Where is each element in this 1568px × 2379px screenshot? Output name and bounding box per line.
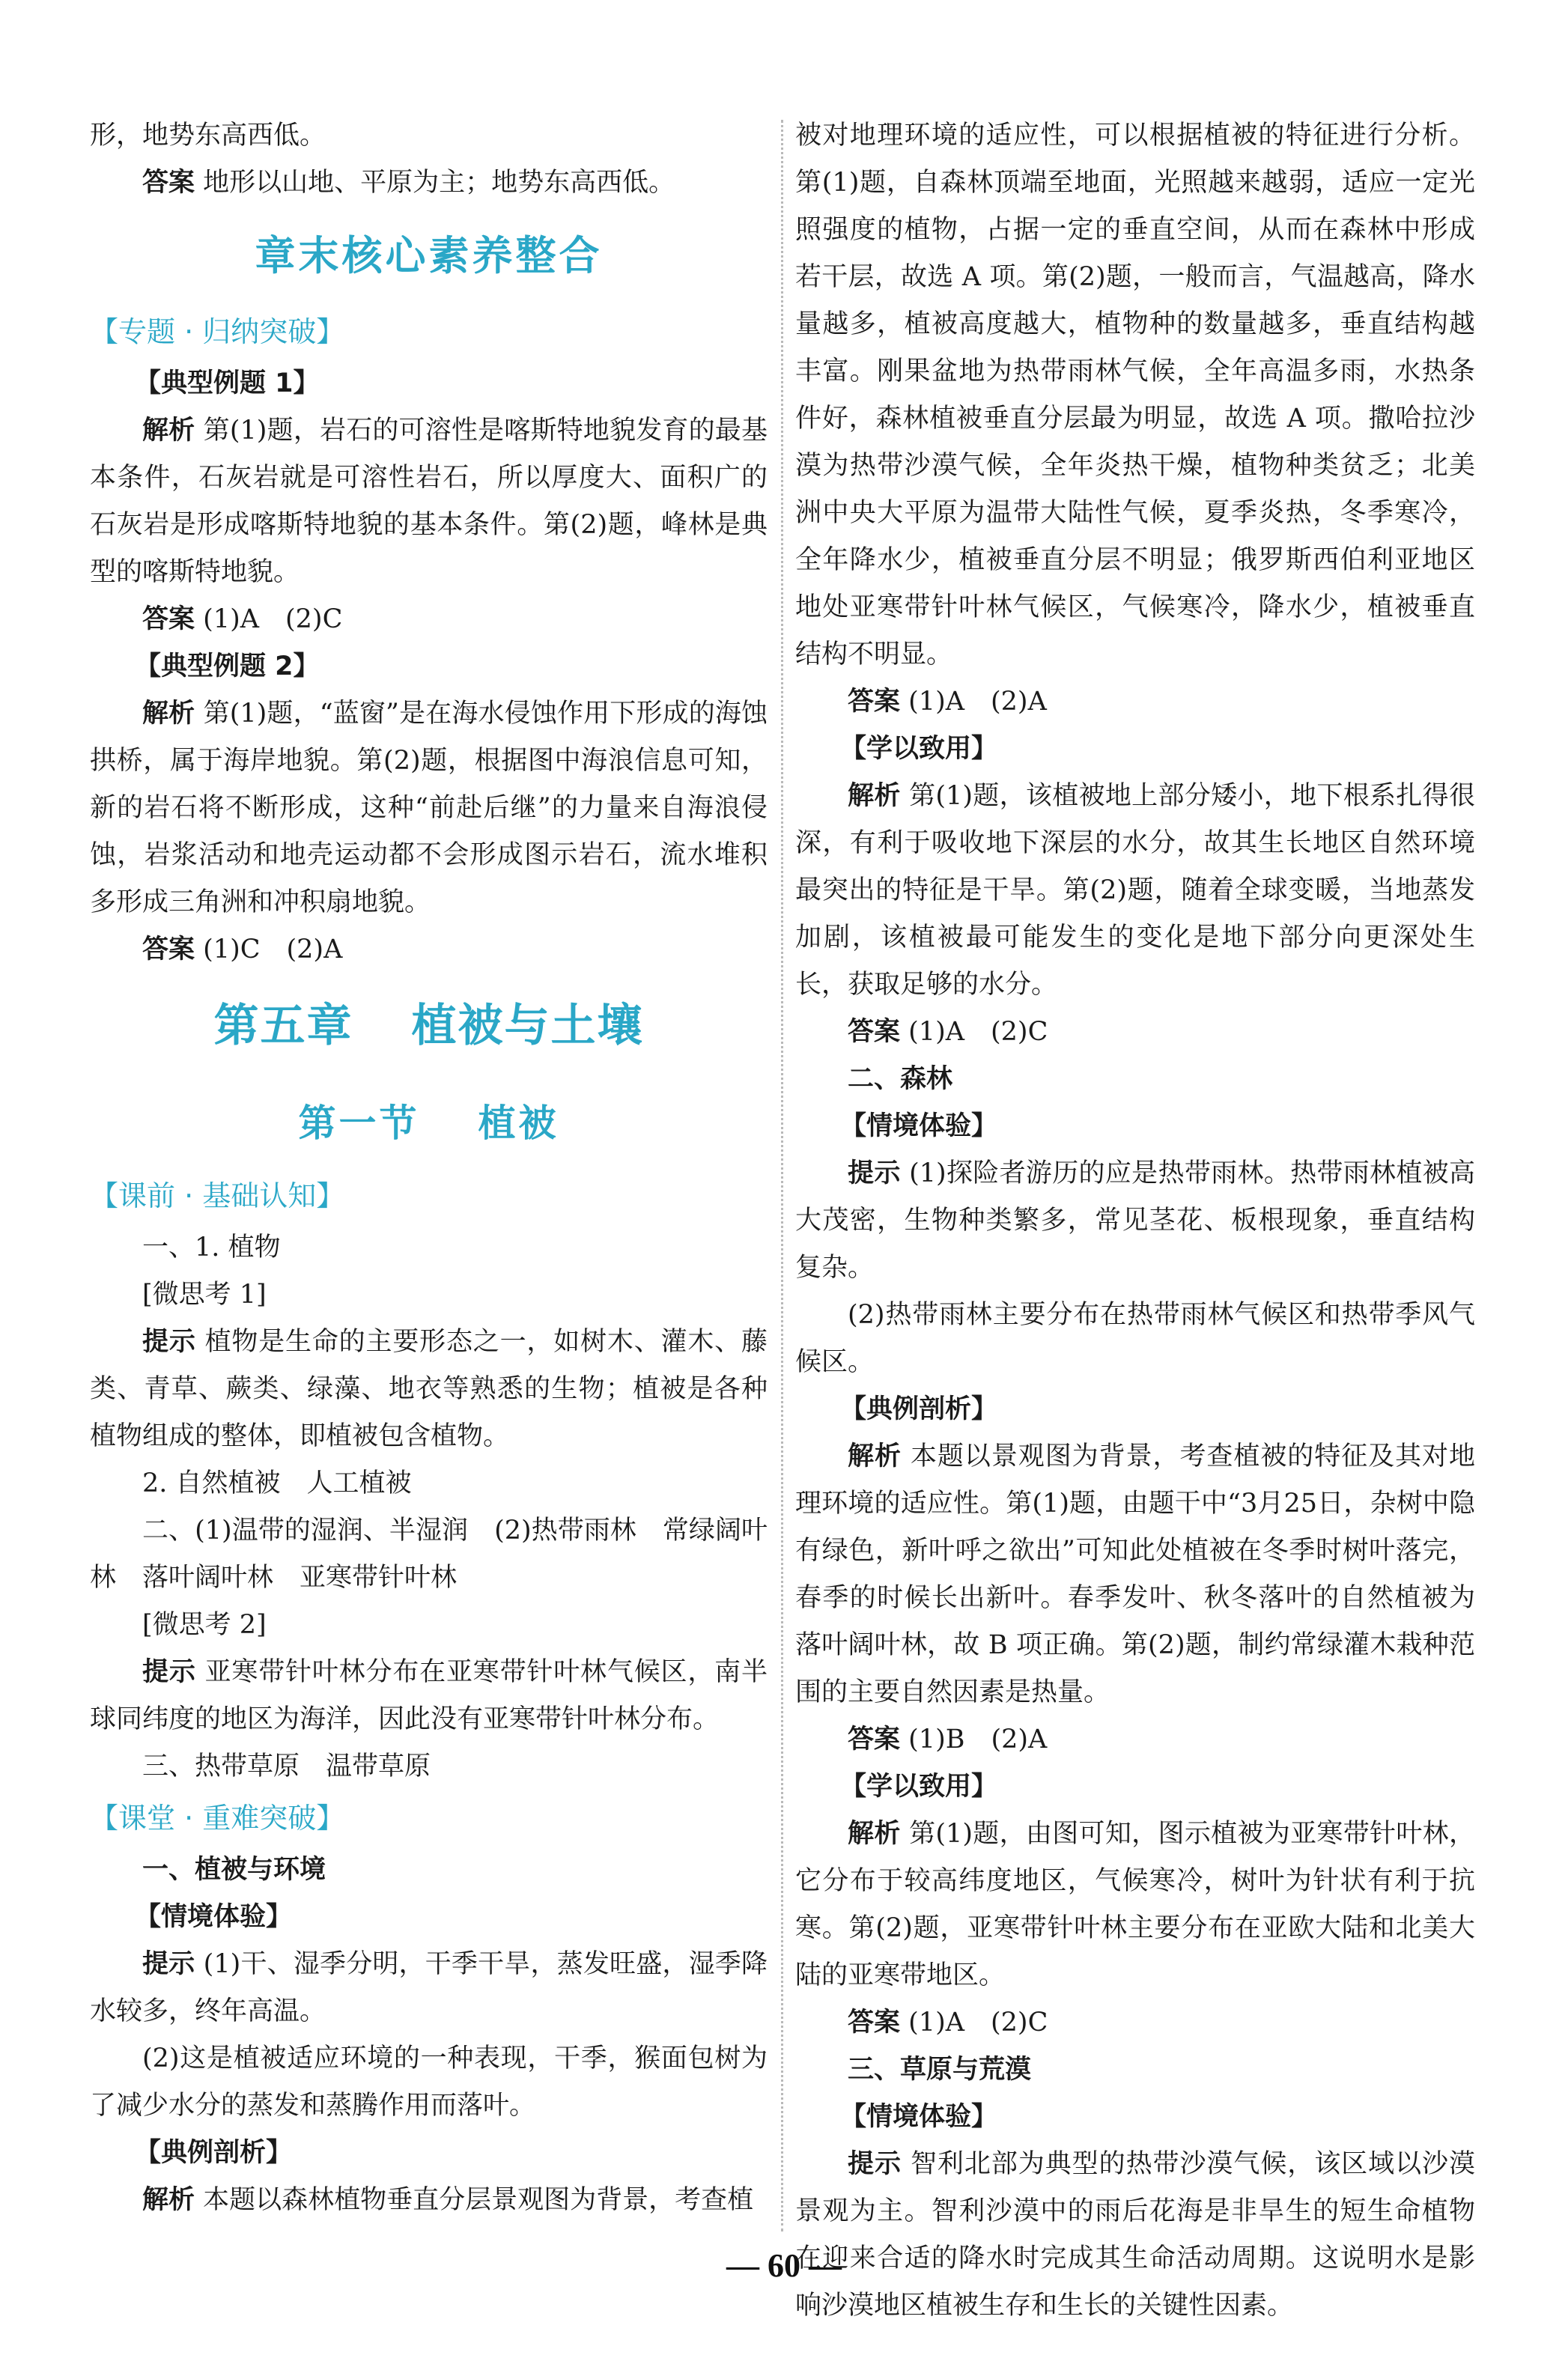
answer-text: (1)A (2)C (195, 604, 343, 634)
answer-text: (1)C (2)A (195, 935, 343, 964)
bracket-close: 】 (316, 315, 345, 348)
right-column (795, 112, 1475, 2330)
analysis-text: 第(1)题，该植被地上部分矮小，地下根系扎得很深，有利于吸收地下深层的水分，故其生长地区自然环境最突出的特征是干旱。第(2)题，随着全球变暖，当地蒸发加剧，该植被最可能发生的变化是地下部分向更深处生长，获取足够的水分。 (795, 781, 1475, 1000)
answer-text: (1)A (2)A (900, 687, 1047, 717)
analysis-label: 解析 (848, 1441, 902, 1471)
column-divider (781, 120, 783, 2231)
scene-tag: 【情境体验】 (840, 1111, 998, 1141)
bracket-open: 【 (90, 315, 119, 348)
hint-paragraph (90, 1941, 768, 2035)
left-column (90, 112, 768, 2224)
answer-line (90, 926, 768, 973)
think-tag: [微思考 2] (142, 1610, 267, 1640)
section-heading-topic (90, 309, 768, 356)
answer-label: 答案 (142, 935, 195, 964)
paragraph: 被对地理环境的适应性，可以根据植被的特征进行分析。第(1)题，自森林顶端至地面，光照越来越弱，适应一定光照强度的植物，占据一定的垂直空间，从而在森林中形成若干层，故选 A 项。第(2)题，一般而言，气温越高，降水量越多，植被高度越大，植物种的数量越多，垂直结构越丰富。刚果盆地为热带雨林气候，全年高温多雨，水热条件好，森林植被垂直分层最为明显，故选 A 项。撒哈拉沙漠为热带沙漠气候，全年炎热干燥，植物种类贫乏；北美洲中央大平原为温带大陆性气候，夏季炎热，冬季寒冷，全年降水少，植被垂直分层不明显；俄罗斯西伯利亚地区地处亚寒带针叶林气候区，气候寒冷，降水少，植被垂直结构不明显。 (795, 121, 1475, 669)
analysis-text: 第(1)题，“蓝窗”是在海水侵蚀作用下形成的海蚀拱桥，属于海岸地貌。第(2)题，根据图中海浪信息可知，新的岩石将不断形成，这种“前赴后继”的力量来自海浪侵蚀，岩浆活动和地壳运动都不会形成图示岩石，流水堆积多形成三角洲和冲积扇地貌。 (90, 699, 768, 917)
scene-tag: 【情境体验】 (135, 1902, 293, 1932)
answer-line (795, 1009, 1475, 1056)
analysis-text: 第(1)题，岩石的可溶性是喀斯特地貌发育的最基本条件，石灰岩就是可溶性岩石，所以厚度大、面积广的石灰岩是形成喀斯特地貌的基本条件。第(2)题，峰林是典型的喀斯特地貌。 (90, 416, 768, 587)
section-heading-in-class (90, 1795, 768, 1842)
paragraph: 形，地势东高西低。 (90, 121, 326, 151)
apply-tag: 【学以致用】 (840, 1772, 998, 1802)
answer-text: 地形以山地、平原为主；地势东高西低。 (195, 168, 675, 198)
hint-text: 植物是生命的主要形态之一，如树木、灌木、藤类、青草、蕨类、绿藻、地衣等熟悉的生物；植被是各种植物组成的整体，即植被包含植物。 (90, 1327, 768, 1451)
answer-label: 答案 (848, 1725, 901, 1754)
analysis-paragraph (795, 773, 1475, 1009)
analysis-text: 本题以景观图为背景，考查植被的特征及其对地理环境的适应性。第(1)题，由题干中“3月25日，杂树中隐有绿色，新叶呼之欲出”可知此处植被在冬季时树叶落完，春季的时候长出新叶。春季发叶、秋冬落叶的自然植被为落叶阔叶林，故 B 项正确。第(2)题，制约常绿灌木栽种范围的主要自然因素是热量。 (795, 1441, 1475, 1707)
answer-label: 答案 (848, 2008, 901, 2038)
analysis-text: 第(1)题，由图可知，图示植被为亚寒带针叶林，它分布于较高纬度地区，气候寒冷，树叶为针状有利于抗寒。第(2)题，亚寒带针叶林主要分布在亚欧大陆和北美大陆的亚寒带地区。 (795, 1819, 1475, 1990)
hint-paragraph (90, 1319, 768, 1460)
analysis-paragraph (795, 1433, 1475, 1716)
section-heading-pre-class (90, 1173, 768, 1220)
answer-text: (1)B (2)A (900, 1725, 1048, 1754)
chapter-title (90, 973, 768, 1078)
hint-text: (1)干、湿季分明，干季干旱，蒸发旺盛，湿季降水较多，终年高温。 (90, 1949, 768, 2026)
analysis-paragraph (90, 690, 768, 926)
list-item: 一、1. 植物 (142, 1233, 281, 1263)
bracket-open: 【 (90, 1802, 119, 1835)
answer-line (795, 678, 1475, 726)
answer-line (795, 1716, 1475, 1763)
analysis-text: 本题以森林植物垂直分层景观图为背景，考查植 (195, 2185, 754, 2215)
subsection-heading: 二、森林 (848, 1064, 953, 1094)
heading-text: 课前 · 基础认知 (118, 1179, 317, 1212)
paragraph: (2)热带雨林主要分布在热带雨林气候区和热带季风气候区。 (795, 1300, 1475, 1377)
hint-paragraph (795, 2141, 1475, 2330)
hint-text: 亚寒带针叶林分布在亚寒带针叶林气候区，南半球同纬度的地区为海洋，因此没有亚寒带针叶林分布。 (90, 1657, 768, 1734)
analysis-paragraph (90, 2177, 768, 2224)
apply-tag: 【学以致用】 (840, 734, 998, 764)
analysis-label: 解析 (142, 2185, 195, 2215)
hint-label: 提示 (142, 1327, 196, 1357)
hint-label: 提示 (142, 1949, 195, 1979)
case-tag: 【典例剖析】 (840, 1394, 998, 1424)
section-number: 第一节 (298, 1101, 420, 1145)
hint-label: 提示 (848, 2149, 902, 2179)
answer-label: 答案 (848, 687, 901, 717)
section-name: 植被 (478, 1101, 559, 1145)
paragraph: (2)这是植被适应环境的一种表现，干季，猴面包树为了减少水分的蒸发和蒸腾作用而落叶。 (90, 2044, 768, 2121)
hint-label: 提示 (848, 1158, 901, 1188)
list-item: 二、(1)温带的湿润、半湿润 (2)热带雨林 常绿阔叶林 落叶阔叶林 亚寒带针叶林 (90, 1516, 768, 1593)
analysis-paragraph (795, 1811, 1475, 1999)
chapter-number: 第五章 (213, 1000, 353, 1052)
answer-label: 答案 (142, 168, 195, 198)
chapter-integration-title: 章末核心素养整合 (255, 231, 603, 279)
answer-text: (1)A (2)C (900, 1017, 1048, 1047)
analysis-label: 解析 (848, 1819, 901, 1849)
answer-line (90, 596, 768, 643)
analysis-label: 解析 (142, 699, 195, 729)
example-tag: 【典型例题 2】 (135, 651, 320, 681)
analysis-label: 解析 (848, 781, 901, 811)
answer-label: 答案 (142, 604, 195, 634)
hint-text: (1)探险者游历的应是热带雨林。热带雨林植被高大茂密，生物种类繁多，常见茎花、板根现象，垂直结构复杂。 (795, 1158, 1475, 1283)
hint-text: 智利北部为典型的热带沙漠气候，该区域以沙漠景观为主。智利沙漠中的雨后花海是非旱生的短生命植物在迎来合适的降水时完成其生命活动周期。这说明水是影响沙漠地区植被生存和生长的关键性因素。 (795, 2149, 1475, 2321)
think-tag: [微思考 1] (142, 1280, 267, 1310)
example-tag: 【典型例题 1】 (135, 368, 320, 398)
list-item: 三、热带草原 温带草原 (142, 1751, 431, 1781)
answer-text: (1)A (2)C (900, 2008, 1048, 2038)
answer-label: 答案 (848, 1017, 901, 1047)
bracket-close: 】 (316, 1179, 345, 1212)
page-number: — 60 — (726, 2247, 842, 2284)
bracket-open: 【 (90, 1179, 119, 1212)
list-item: 2. 自然植被 人工植被 (142, 1468, 412, 1498)
hint-label: 提示 (142, 1657, 196, 1687)
subsection-heading: 三、草原与荒漠 (848, 2055, 1032, 2085)
scene-tag: 【情境体验】 (840, 2102, 998, 2132)
analysis-label: 解析 (142, 416, 195, 446)
case-tag: 【典例剖析】 (135, 2138, 293, 2168)
section-title (90, 1078, 768, 1168)
heading-text: 课堂 · 重难突破 (118, 1802, 317, 1835)
chapter-name: 植被与土壤 (411, 1000, 644, 1052)
hint-paragraph (90, 1649, 768, 1743)
answer-line (795, 1999, 1475, 2047)
analysis-paragraph (90, 407, 768, 596)
bracket-close: 】 (316, 1802, 345, 1835)
subsection-heading: 一、植被与环境 (142, 1855, 326, 1885)
answer-line (90, 159, 768, 207)
hint-paragraph (795, 1150, 1475, 1292)
heading-text: 专题 · 归纳突破 (118, 315, 317, 348)
